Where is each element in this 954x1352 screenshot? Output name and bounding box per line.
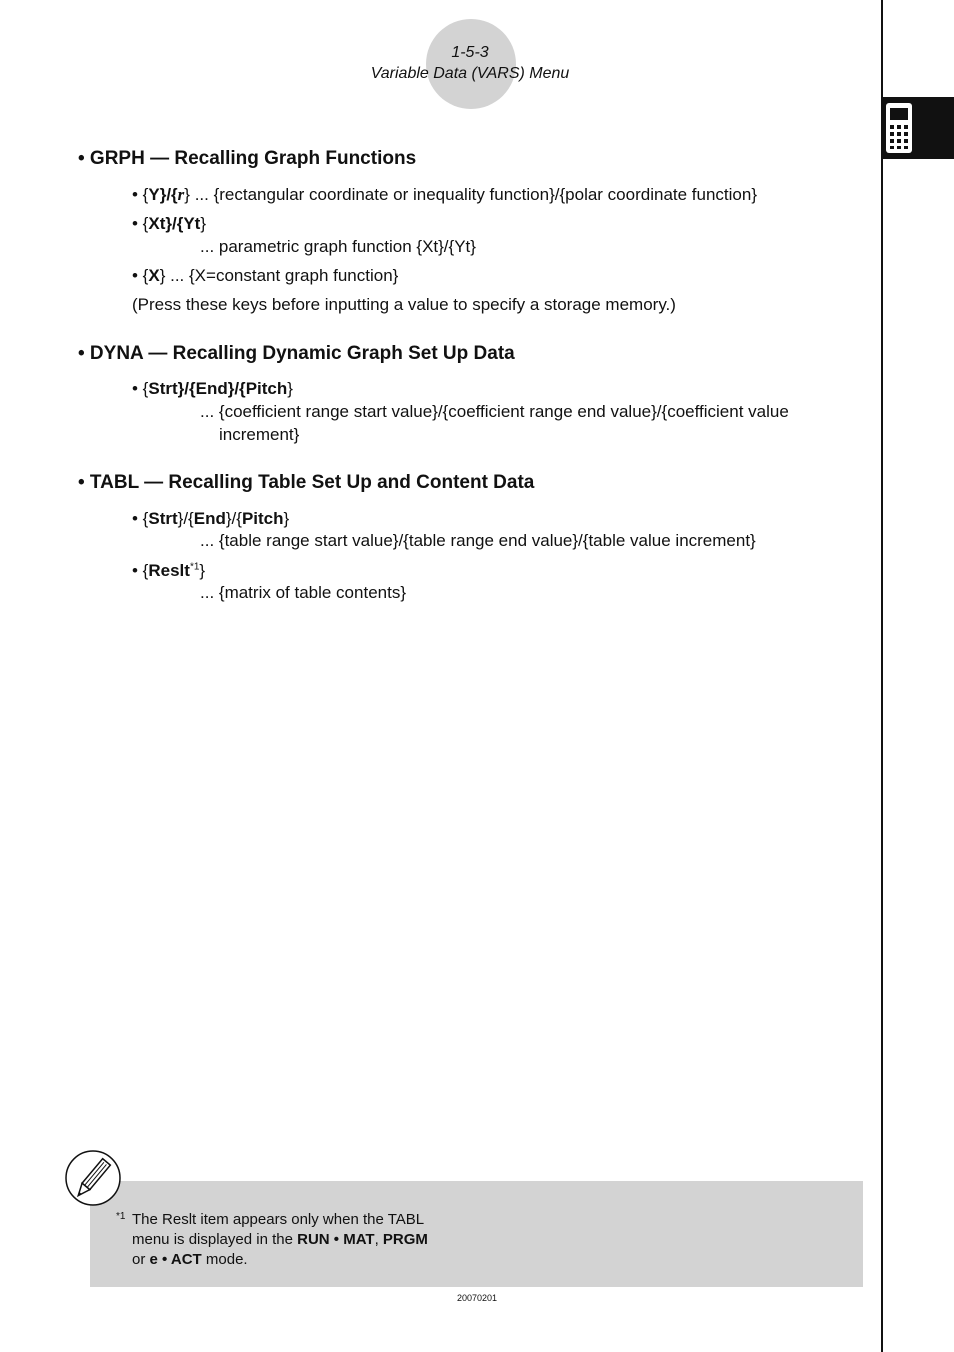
grph-note: (Press these keys before inputting a value to specify a storage memory.) bbox=[132, 295, 676, 314]
header-circle bbox=[426, 19, 516, 109]
grph-item-y-r: • {Y}/{r} ... {rectangular coordinate or inequality function}/{polar coordinate function} bbox=[132, 185, 758, 204]
page-number: 1-5-3 bbox=[451, 44, 489, 61]
dyna-heading: • DYNA — Recalling Dynamic Graph Set Up Data bbox=[78, 343, 515, 364]
dyna-item-desc-line2: increment} bbox=[219, 425, 300, 444]
footnote-line1: The Reslt item appears only when the TABL bbox=[132, 1211, 425, 1228]
footer-code: 20070201 bbox=[456, 1293, 498, 1303]
tabl-item-strt-end-pitch: • {Strt}/{End}/{Pitch} bbox=[132, 509, 290, 528]
side-tab bbox=[883, 97, 954, 159]
dyna-item-desc-line1: ... {coefficient range start value}/{coefficient range end value}/{coefficient value bbox=[200, 402, 789, 421]
footnote-mark: *1 bbox=[116, 1211, 126, 1222]
pencil-icon bbox=[64, 1149, 122, 1207]
tabl-item-reslt: • {Reslt$^{*1}$} bbox=[132, 561, 206, 580]
grph-item-xt-yt-desc: ... parametric graph function {Xt}/{Yt} bbox=[200, 237, 476, 256]
footnote-line3: or e • ACT mode. bbox=[132, 1251, 248, 1268]
grph-item-xt-yt: • {Xt}/{Yt} bbox=[132, 214, 207, 233]
page-title: Variable Data (VARS) Menu bbox=[370, 65, 570, 82]
grph-heading: • GRPH — Recalling Graph Functions bbox=[78, 148, 417, 169]
grph-item-x: • {X} ... {X=constant graph function} bbox=[132, 266, 399, 285]
calculator-icon bbox=[885, 102, 913, 154]
dyna-item-strt-end-pitch: • {Strt}/{End}/{Pitch} bbox=[132, 379, 293, 398]
tabl-item-desc: ... {table range start value}/{table range end value}/{table value increment} bbox=[200, 531, 756, 550]
footnote-line2: menu is displayed in the RUN • MAT, PRGM bbox=[132, 1231, 428, 1248]
tabl-item-reslt-desc: ... {matrix of table contents} bbox=[200, 583, 407, 602]
right-margin-rule bbox=[881, 0, 883, 1352]
tabl-heading: • TABL — Recalling Table Set Up and Content Data bbox=[78, 472, 535, 493]
